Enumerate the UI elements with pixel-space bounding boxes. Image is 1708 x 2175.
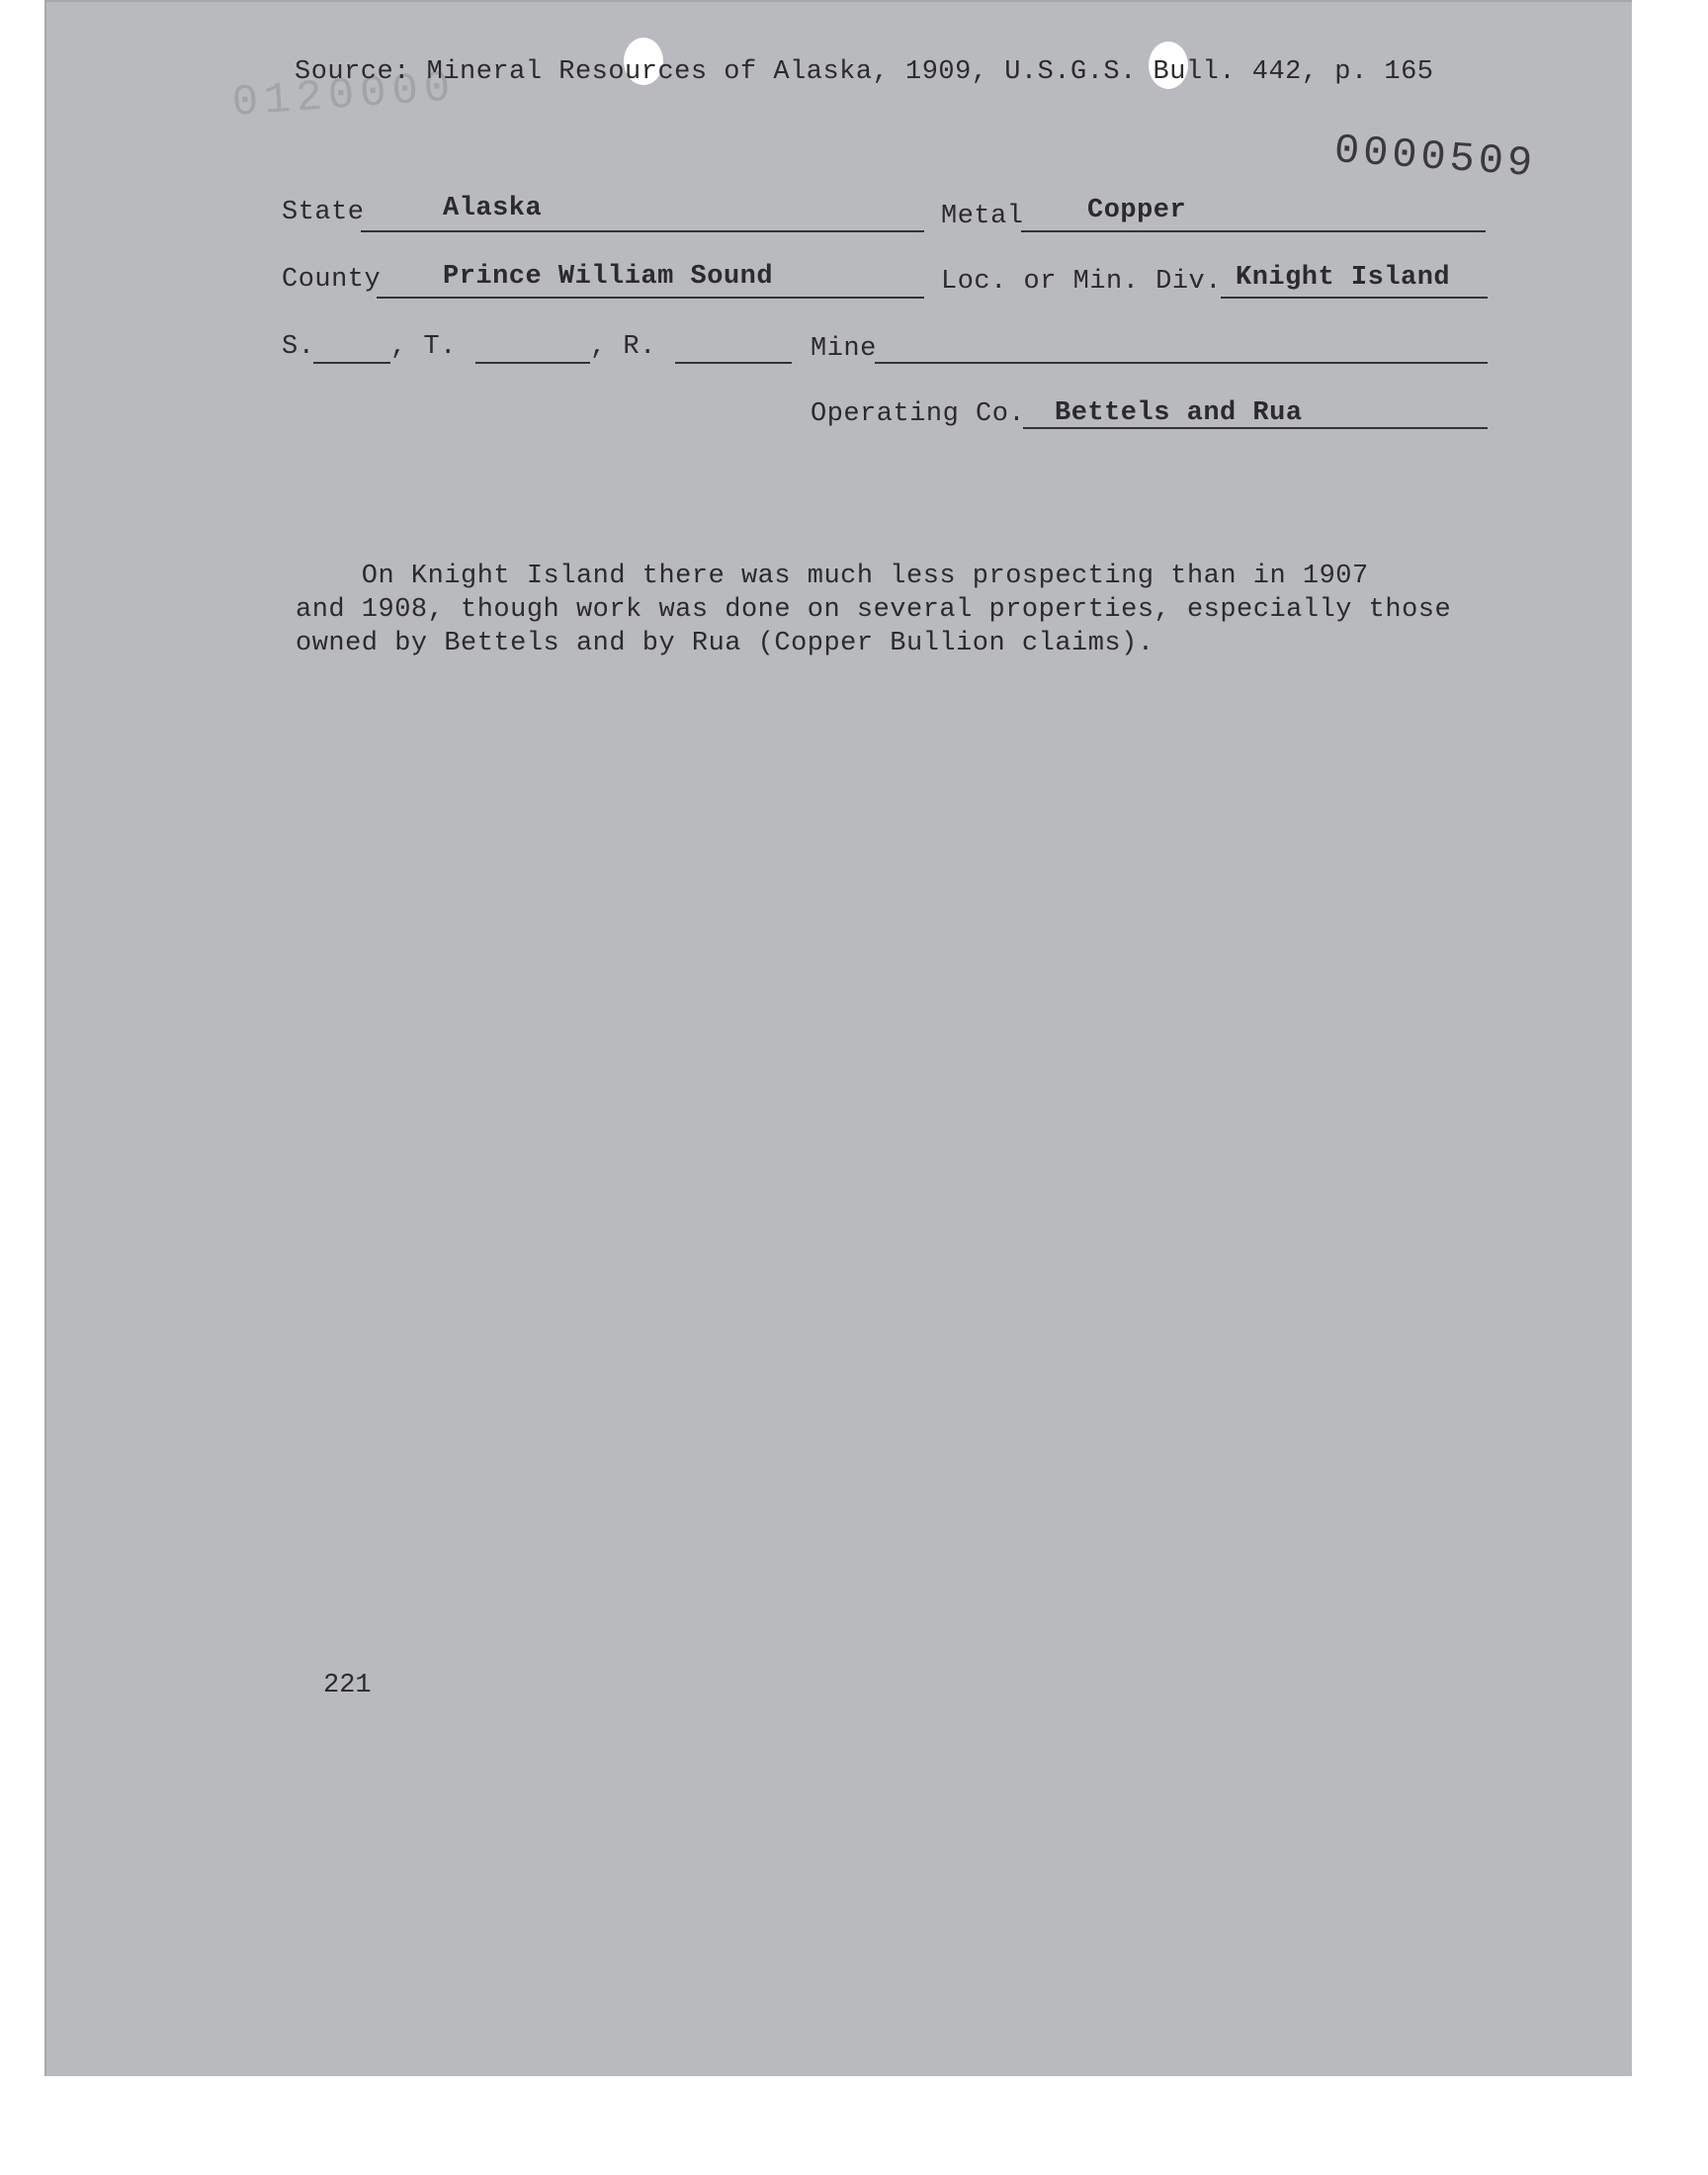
metal-label: Metal: [941, 202, 1024, 231]
section-underline: [313, 362, 390, 364]
county-underline: [377, 297, 924, 299]
state-label: State: [282, 198, 365, 227]
operating-co-label: Operating Co.: [811, 399, 1026, 429]
mine-label: Mine: [811, 334, 877, 364]
township-label: , T.: [390, 332, 457, 362]
page-number: 221: [323, 1671, 372, 1700]
metal-underline: [1021, 230, 1486, 232]
document-number-stamp: 0000509: [1332, 127, 1538, 189]
range-label: , R.: [590, 332, 656, 362]
section-label: S.: [282, 332, 315, 362]
document-page: [44, 0, 1632, 2076]
loc-label: Loc. or Min. Div.: [941, 267, 1222, 297]
county-value: Prince William Sound: [443, 262, 774, 292]
metal-value: Copper: [1087, 196, 1187, 225]
state-value: Alaska: [443, 194, 543, 223]
loc-underline: [1221, 297, 1488, 299]
operating-co-value: Bettels and Rua: [1055, 398, 1303, 428]
state-underline: [361, 230, 924, 232]
township-underline: [475, 362, 590, 364]
body-paragraph: On Knight Island there was much less prospecting than in 1907 and 1908, though work was done on several properties, especially those owned by Bettels and by Rua (Copper Bullion claims).: [296, 562, 1452, 658]
mine-underline: [875, 362, 1488, 364]
county-label: County: [282, 265, 382, 295]
source-line: Source: Mineral Resources of Alaska, 1909, U.S.G.S. Bull. 442, p. 165: [295, 57, 1434, 87]
faint-stamp: 0120000: [230, 63, 459, 129]
loc-value: Knight Island: [1236, 263, 1451, 293]
range-underline: [675, 362, 792, 364]
